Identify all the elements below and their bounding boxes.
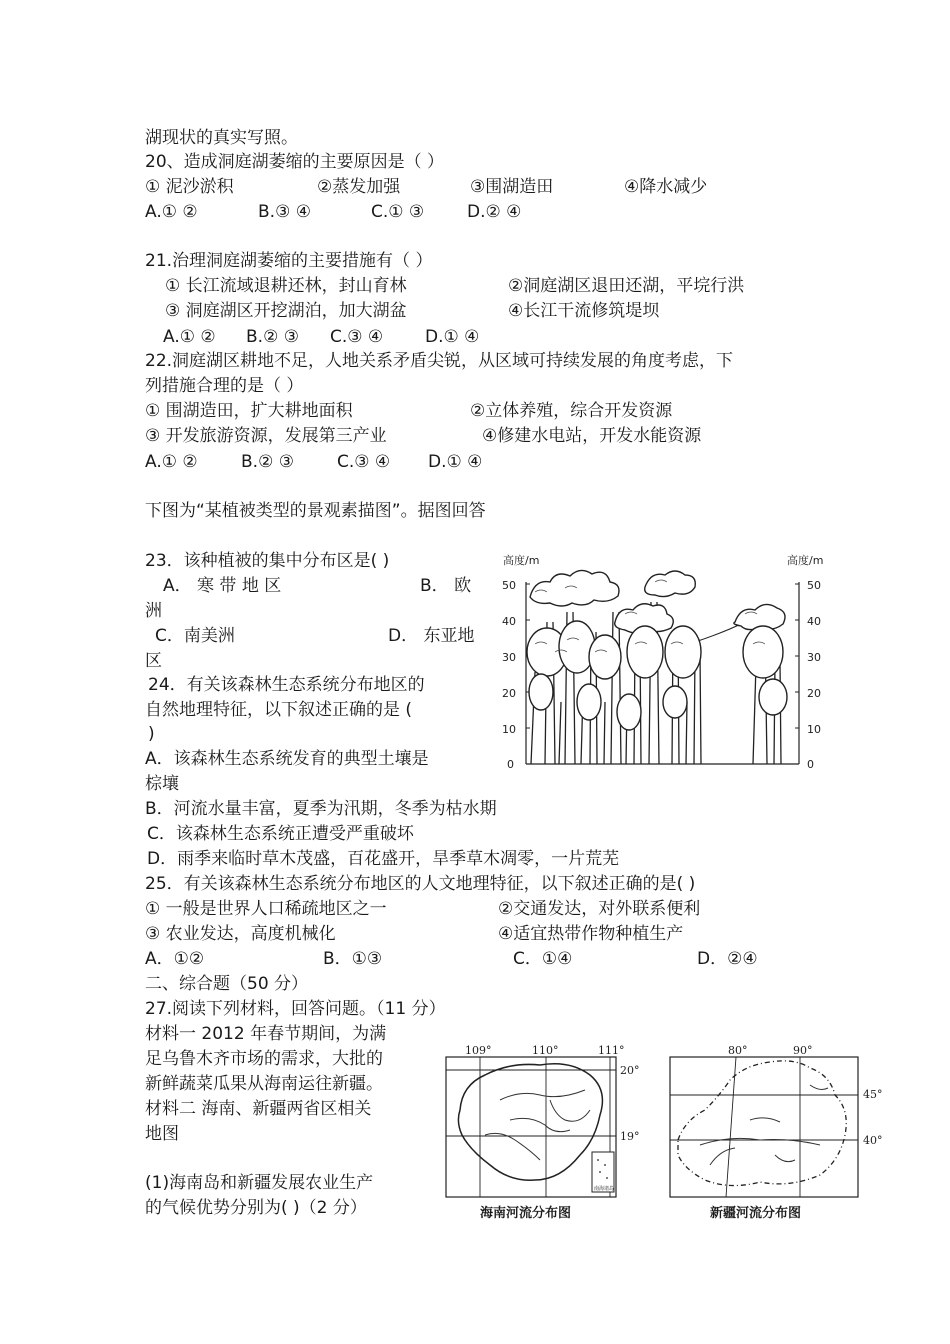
q25-choice-a: A．①②	[145, 949, 205, 969]
material-2-line1: 材料二 海南、新疆两省区相关	[145, 1099, 372, 1119]
tick-left-10: 10	[502, 723, 516, 736]
q24-choice-a-1: A．该森林生态系统发育的典型土壤是	[145, 749, 429, 769]
q22-choice-b: B.② ③	[241, 452, 294, 472]
question-24-stem-2: 自然地理特征，以下叙述正确的是 (	[145, 700, 413, 720]
left-axis-label: 高度/m	[503, 554, 540, 567]
q23-choice-d: D． 东亚地	[388, 626, 475, 646]
q22-choice-c: C.③ ④	[337, 452, 391, 472]
xinjiang-map-caption: 新疆河流分布图	[710, 1206, 802, 1221]
q27-sub1-line1: (1)海南岛和新疆发展农业生产	[145, 1173, 374, 1193]
question-25-stem: 25．有关该森林生态系统分布地区的人文地理特征，以下叙述正确的是( )	[145, 874, 696, 894]
q22-item-1: ① 围湖造田，扩大耕地面积	[145, 401, 353, 421]
hainan-lon-109: 109°	[465, 1044, 492, 1057]
tick-right-50: 50	[807, 579, 821, 592]
q21-item-3: ③ 洞庭湖区开挖湖泊，加大湖盆	[165, 301, 407, 321]
q23-choice-d-wrap: 区	[145, 651, 162, 671]
question-21-stem: 21.治理洞庭湖萎缩的主要措施有（ ）	[145, 251, 433, 271]
q20-choice-c: C.① ③	[371, 202, 425, 222]
tick-left-20: 20	[502, 687, 516, 700]
q25-item-4: ④适宜热带作物种植生产	[498, 924, 684, 944]
material-2-line2: 地图	[145, 1124, 179, 1144]
xinjiang-lat-45: 45°	[863, 1088, 883, 1101]
xinjiang-lat-40: 40°	[863, 1134, 883, 1147]
q25-choice-b: B．①③	[323, 949, 383, 969]
q22-item-4: ④修建水电站，开发水能资源	[482, 426, 702, 446]
intro-text: 湖现状的真实写照。	[145, 128, 298, 148]
q20-item-2: ②蒸发加强	[317, 177, 401, 197]
hainan-river-map	[440, 1040, 640, 1230]
q25-item-3: ③ 农业发达，高度机械化	[145, 924, 336, 944]
q27-sub1-line2: 的气候优势分别为( )（2 分）	[145, 1198, 367, 1218]
q20-item-4: ④降水减少	[624, 177, 708, 197]
figure-intro: 下图为“某植被类型的景观素描图”。据图回答	[145, 501, 486, 521]
q25-choice-c: C．①④	[513, 949, 573, 969]
hainan-lat-19: 19°	[620, 1130, 640, 1143]
question-22-stem-line1: 22.洞庭湖区耕地不足，人地关系矛盾尖锐，从区域可持续发展的角度考虑，下	[145, 351, 734, 371]
tick-left-0: 0	[507, 758, 514, 770]
q22-item-3: ③ 开发旅游资源，发展第三产业	[145, 426, 387, 446]
question-23-stem: 23．该种植被的集中分布区是( )	[145, 551, 390, 571]
tick-right-30: 30	[807, 651, 821, 664]
q21-choice-d: D.① ④	[425, 327, 480, 347]
question-24-stem-3: )	[148, 724, 155, 744]
q20-item-1: ① 泥沙淤积	[145, 177, 234, 197]
tick-right-40: 40	[807, 615, 821, 628]
tick-left-50: 50	[502, 579, 516, 592]
section-2-heading: 二、综合题（50 分）	[145, 974, 309, 994]
q25-item-2: ②交通发达，对外联系便利	[498, 899, 701, 919]
q23-choice-c: C．南美洲	[155, 626, 235, 646]
q24-choice-a-2: 棕壤	[145, 774, 179, 794]
rainforest-sketch-figure	[495, 552, 835, 770]
tick-right-0: 0	[807, 758, 814, 770]
q24-choice-d: D．雨季来临时草木茂盛，百花盛开，旱季草木凋零，一片荒芜	[147, 849, 620, 869]
q21-choice-c: C.③ ④	[330, 327, 384, 347]
question-24-stem-1: 24．有关该森林生态系统分布地区的	[148, 675, 425, 695]
hainan-lat-20: 20°	[620, 1064, 640, 1077]
material-1-line3: 新鲜蔬菜瓜果从海南运往新疆。	[145, 1074, 383, 1094]
xinjiang-lon-90: 90°	[793, 1044, 813, 1057]
hainan-inset-label: 南海诸岛	[594, 1186, 615, 1192]
q21-item-4: ④长江干流修筑堤坝	[508, 301, 660, 321]
tick-right-20: 20	[807, 687, 821, 700]
q22-item-2: ②立体养殖，综合开发资源	[470, 401, 673, 421]
question-22-stem-line2: 列措施合理的是（ ）	[145, 376, 304, 396]
q20-choice-a: A.① ②	[145, 202, 198, 222]
hainan-map-caption: 海南河流分布图	[480, 1206, 572, 1221]
hainan-lon-111: 111°	[598, 1044, 625, 1057]
q20-item-3: ③围湖造田	[470, 177, 554, 197]
tick-left-30: 30	[502, 651, 516, 664]
q20-choice-d: D.② ④	[467, 202, 522, 222]
q25-choice-d: D．②④	[697, 949, 758, 969]
q24-choice-c: C．该森林生态系统正遭受严重破坏	[147, 824, 414, 844]
right-axis-label: 高度/m	[787, 554, 824, 567]
q21-choice-a: A.① ②	[163, 327, 216, 347]
q21-item-2: ②洞庭湖区退田还湖，平垸行洪	[508, 276, 745, 296]
q22-choice-a: A.① ②	[145, 452, 198, 472]
q20-choice-b: B.③ ④	[258, 202, 311, 222]
tick-right-10: 10	[807, 723, 821, 736]
q21-item-1: ① 长江流域退耕还林，封山育林	[165, 276, 407, 296]
material-1-line1: 材料一 2012 年春节期间，为满	[145, 1024, 387, 1044]
q24-choice-b: B．河流水量丰富，夏季为汛期，冬季为枯水期	[145, 799, 497, 819]
q21-choice-b: B.② ③	[246, 327, 299, 347]
material-1-line2: 足乌鲁木齐市场的需求，大批的	[145, 1049, 383, 1069]
q22-choice-d: D.① ④	[428, 452, 483, 472]
xinjiang-river-map	[660, 1040, 890, 1230]
q23-choice-b-wrap: 洲	[145, 601, 162, 621]
question-27-stem: 27.阅读下列材料，回答问题。（11 分）	[145, 999, 446, 1019]
q25-item-1: ① 一般是世界人口稀疏地区之一	[145, 899, 387, 919]
hainan-lon-110: 110°	[532, 1044, 559, 1057]
question-20-stem: 20、造成洞庭湖萎缩的主要原因是（ ）	[145, 152, 445, 172]
tick-left-40: 40	[502, 615, 516, 628]
q23-choice-a: A． 寒 带 地 区	[163, 576, 282, 596]
xinjiang-lon-80: 80°	[728, 1044, 748, 1057]
q23-choice-b: B． 欧	[420, 576, 472, 596]
